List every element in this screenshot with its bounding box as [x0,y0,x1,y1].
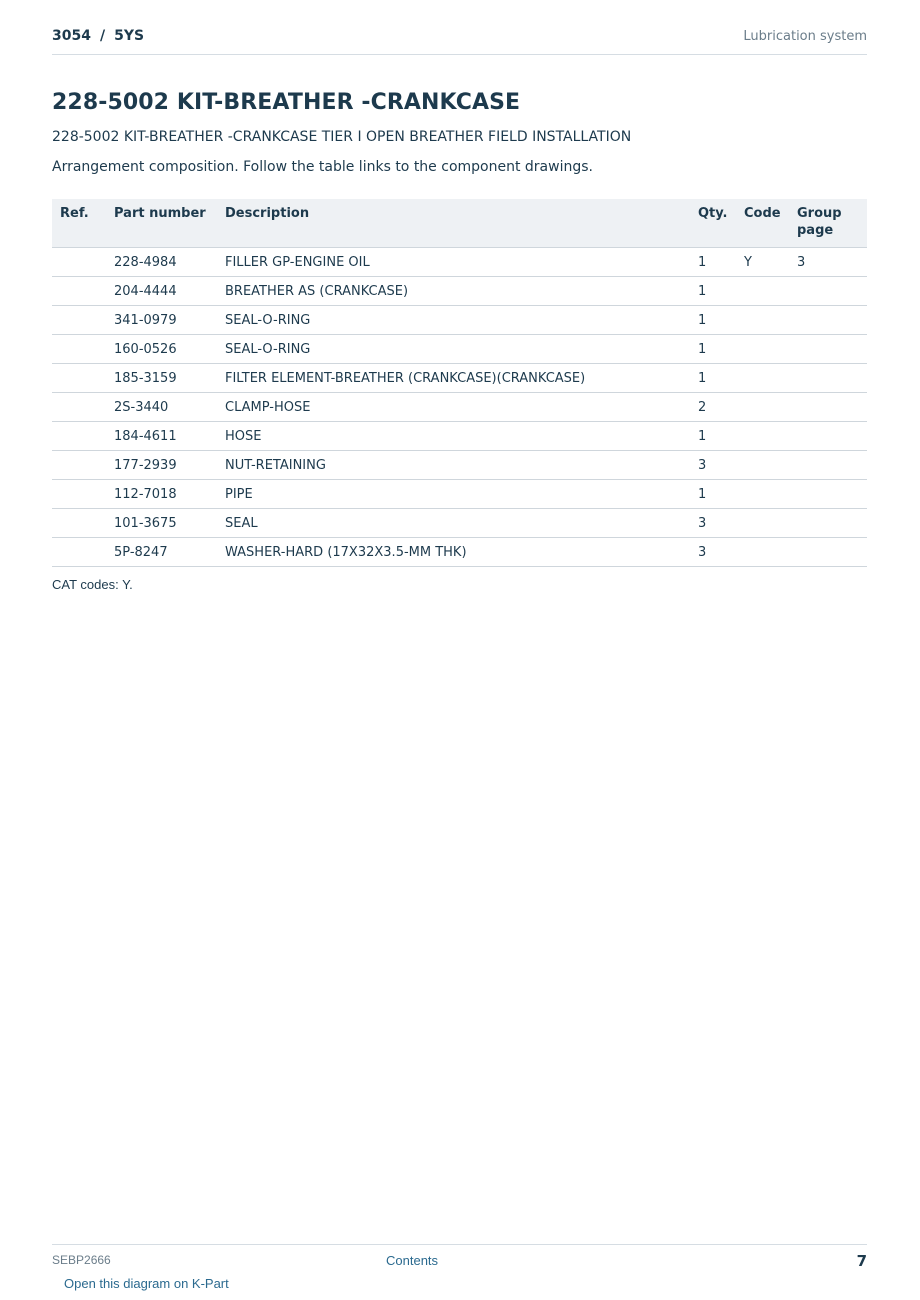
table-row [52,364,867,393]
description-cell: PIPE [221,480,694,509]
column-header-description: Description [221,199,694,248]
group-page-cell [793,364,867,393]
ref-cell [52,480,110,509]
qty-cell: 1 [694,277,740,306]
serial-prefix: 5YS [114,28,145,44]
group-page-cell [793,393,867,422]
page-footer [52,1244,867,1275]
ref-cell [52,538,110,567]
table-row [52,306,867,335]
group-page-cell [793,480,867,509]
group-page-cell [793,538,867,567]
breadcrumb-separator: / [99,28,106,44]
table-row [52,538,867,567]
qty-cell: 1 [694,248,740,277]
part-number-cell: 185-3159 [110,364,221,393]
page-number: 7 [856,1252,867,1270]
description-cell: FILTER ELEMENT-BREATHER (CRANKCASE)(CRANKCASE) [221,364,694,393]
group-page-cell [793,277,867,306]
group-page-cell [793,335,867,364]
table-row [52,248,867,277]
code-cell [740,509,793,538]
description-cell: SEAL-O-RING [221,306,694,335]
part-number-cell: 160-0526 [110,335,221,364]
group-page-cell [793,451,867,480]
part-number-cell: 177-2939 [110,451,221,480]
table-row [52,509,867,538]
model-number: 3054 [52,28,91,44]
group-page-cell [793,306,867,335]
ref-cell [52,451,110,480]
part-number-cell: 101-3675 [110,509,221,538]
code-cell: Y [740,248,793,277]
group-page-cell [793,509,867,538]
ref-cell [52,277,110,306]
code-cell [740,393,793,422]
code-cell [740,538,793,567]
group-page-cell [793,422,867,451]
parts-table [52,199,867,567]
description-cell: SEAL [221,509,694,538]
table-header-row [52,199,867,248]
ref-cell [52,422,110,451]
description-cell: WASHER-HARD (17X32X3.5-MM THK) [221,538,694,567]
part-number-cell: 2S-3440 [110,393,221,422]
cat-codes-note: CAT codes: Y. [52,577,133,592]
part-number-cell: 341-0979 [110,306,221,335]
code-cell [740,451,793,480]
description-cell: NUT-RETAINING [221,451,694,480]
page-header [52,28,867,55]
column-header-ref: Ref. [52,199,110,248]
description-cell: HOSE [221,422,694,451]
description-cell: BREATHER AS (CRANKCASE) [221,277,694,306]
code-cell [740,335,793,364]
part-number-cell: 184-4611 [110,422,221,451]
qty-cell: 1 [694,306,740,335]
column-header-group-page: Group page [793,199,867,248]
code-cell [740,277,793,306]
qty-cell: 1 [694,335,740,364]
qty-cell: 1 [694,480,740,509]
table-row [52,422,867,451]
column-header-qty: Qty. [694,199,740,248]
qty-cell: 1 [694,422,740,451]
part-number-cell: 5P-8247 [110,538,221,567]
document-id: SEBP2666 [52,1253,111,1267]
qty-cell: 1 [694,364,740,393]
qty-cell: 3 [694,509,740,538]
table-row [52,451,867,480]
description-cell: SEAL-O-RING [221,335,694,364]
column-header-part-number: Part number [110,199,221,248]
ref-cell [52,335,110,364]
ref-cell [52,248,110,277]
table-row [52,480,867,509]
qty-cell: 3 [694,451,740,480]
section-name: Lubrication system [743,29,867,44]
kpart-diagram-link[interactable]: Open this diagram on K-Part [64,1276,229,1291]
qty-cell: 2 [694,393,740,422]
part-number-cell: 204-4444 [110,277,221,306]
description-cell: FILLER GP-ENGINE OIL [221,248,694,277]
part-number-link[interactable]: 228-4984 [110,248,221,277]
page-title: 228-5002 KIT-BREATHER -CRANKCASE [52,90,521,115]
table-row [52,393,867,422]
ref-cell [52,509,110,538]
code-cell [740,364,793,393]
ref-cell [52,364,110,393]
table-row [52,277,867,306]
qty-cell: 3 [694,538,740,567]
contents-link[interactable]: Contents [386,1253,439,1268]
code-cell [740,480,793,509]
ref-cell [52,306,110,335]
page-subtitle: 228-5002 KIT-BREATHER -CRANKCASE TIER I OPEN BREATHER FIELD INSTALLATION [52,129,632,145]
column-header-code: Code [740,199,793,248]
code-cell [740,306,793,335]
part-number-cell: 112-7018 [110,480,221,509]
code-cell [740,422,793,451]
description-cell: CLAMP-HOSE [221,393,694,422]
group-page-link[interactable]: 3 [793,248,867,277]
ref-cell [52,393,110,422]
table-row [52,335,867,364]
intro-text: Arrangement composition. Follow the table links to the component drawings. [52,159,593,175]
breadcrumb [52,28,144,44]
